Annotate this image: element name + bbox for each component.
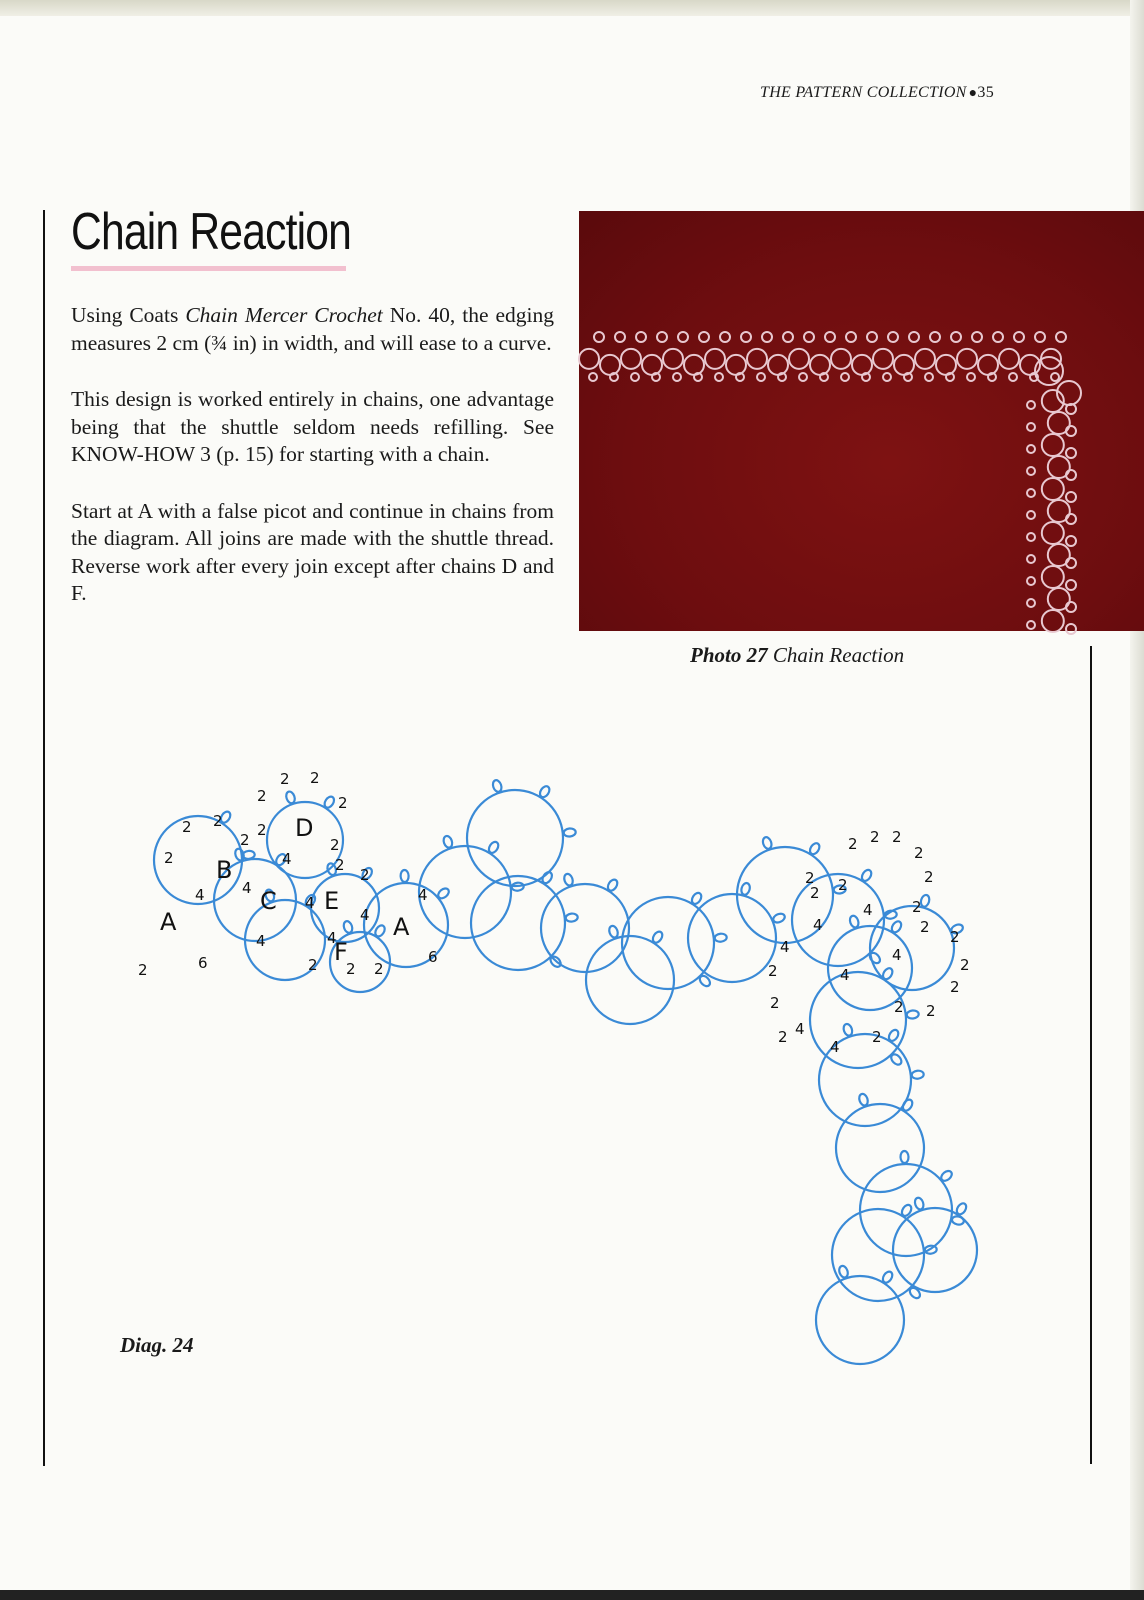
chain-label-c: C — [260, 887, 277, 915]
lace-loop — [762, 332, 772, 342]
lace-loop — [1027, 423, 1035, 431]
stitch-count: 2 — [912, 898, 922, 916]
title-underline — [71, 266, 346, 271]
lace-loop — [1042, 434, 1064, 456]
lace-loop — [783, 332, 793, 342]
chain-ring — [622, 897, 714, 989]
picot-loop — [889, 1052, 903, 1066]
lace-loop — [993, 332, 1003, 342]
stitch-count: 2 — [920, 918, 930, 936]
stitch-count: 2 — [960, 956, 970, 974]
scan-top-edge — [0, 0, 1144, 16]
lace-loop — [936, 355, 956, 375]
lace-loop — [636, 332, 646, 342]
lace-loop — [1066, 536, 1076, 546]
picot-loop — [487, 840, 500, 854]
lace-loop — [841, 373, 849, 381]
stitch-count: 2 — [770, 994, 780, 1012]
stitch-count: 2 — [280, 770, 290, 788]
chain-label-e: E — [324, 887, 340, 915]
picot-loop — [860, 868, 873, 882]
bullet-icon: ● — [968, 86, 978, 101]
lace-loop — [831, 349, 851, 369]
para1-lead: Using Coats — [71, 303, 186, 327]
picot-loop — [373, 924, 386, 938]
picot-loop — [285, 790, 296, 804]
stitch-count: 4 — [795, 1020, 805, 1038]
lace-loop — [741, 332, 751, 342]
picot-loop — [901, 1098, 914, 1112]
picot-loop — [842, 1023, 853, 1037]
lace-loop — [804, 332, 814, 342]
lace-loop — [1027, 621, 1035, 629]
picot-loop — [538, 784, 551, 798]
lace-loop — [1066, 492, 1076, 502]
stitch-count: 2 — [360, 866, 370, 884]
picot-loop — [911, 1070, 924, 1079]
stitch-count: 2 — [892, 828, 902, 846]
lace-loop — [978, 355, 998, 375]
photo-number: Photo 27 — [690, 643, 768, 667]
picot-loop — [400, 870, 408, 882]
lace-loop — [1042, 478, 1064, 500]
stitch-count: 4 — [327, 929, 337, 947]
lace-loop — [915, 349, 935, 369]
picot-loop — [491, 779, 502, 793]
lace-loop — [579, 349, 599, 369]
lace-loop — [1051, 373, 1059, 381]
lace-loop — [894, 355, 914, 375]
lace-loop — [799, 373, 807, 381]
lace-loop — [673, 373, 681, 381]
lace-loop — [951, 332, 961, 342]
chain-label-a-repeat: A — [393, 913, 410, 941]
chain-label-b: B — [216, 856, 233, 884]
lace-loop — [909, 332, 919, 342]
stitch-count: 2 — [164, 849, 174, 867]
chain-ring — [586, 936, 674, 1024]
stitch-count: 2 — [257, 787, 267, 805]
stitch-count: 2 — [950, 978, 960, 996]
picot-loop — [565, 913, 578, 922]
stitch-count: 6 — [198, 954, 208, 972]
lace-loop — [657, 332, 667, 342]
stitch-count: 2 — [308, 956, 318, 974]
picot-loop — [881, 966, 894, 980]
lace-loop — [1027, 511, 1035, 519]
lace-loop — [642, 355, 662, 375]
picot-loop — [772, 912, 786, 924]
stitch-count: 2 — [848, 835, 858, 853]
lace-loop — [1035, 357, 1063, 385]
instructions — [71, 302, 554, 637]
lace-loop — [1009, 373, 1017, 381]
lace-loop — [925, 373, 933, 381]
lace-loop — [631, 373, 639, 381]
paragraph-materials — [71, 302, 554, 357]
lace-edging-image — [579, 211, 1144, 631]
diagram-label: Diag. 24 — [120, 1333, 194, 1357]
para1-rest: No. 40, the edging measures 2 cm (¾ in) in width, and will ease to a curve. — [71, 303, 555, 355]
stitch-count: 4 — [863, 901, 873, 919]
picot-loop — [887, 1028, 900, 1042]
stitch-count: 4 — [242, 879, 252, 897]
lace-loop — [1027, 467, 1035, 475]
lace-loop — [1042, 610, 1064, 632]
stitch-count: 4 — [780, 938, 790, 956]
lace-loop — [621, 349, 641, 369]
lace-loop — [867, 332, 877, 342]
lace-loop — [1014, 332, 1024, 342]
picot-loop — [848, 915, 859, 929]
lace-loop — [1027, 489, 1035, 497]
lace-loop — [972, 332, 982, 342]
lace-loop — [1042, 566, 1064, 588]
stitch-count: 2 — [768, 962, 778, 980]
stitch-count: 4 — [195, 886, 205, 904]
lace-loop — [747, 349, 767, 369]
picot-loop — [955, 1202, 968, 1216]
picot-loop — [858, 1093, 869, 1107]
lace-loop — [594, 332, 604, 342]
chain-ring — [810, 972, 906, 1068]
stitch-count: 2 — [346, 960, 356, 978]
stitch-count: 2 — [805, 869, 815, 887]
stitch-count: 4 — [813, 916, 823, 934]
picot-loop — [690, 891, 703, 905]
right-margin-rule — [1090, 646, 1092, 1464]
picot-loop — [906, 1010, 919, 1019]
picot-loop — [761, 836, 772, 850]
stitch-count: 4 — [360, 906, 370, 924]
picot-loop — [890, 920, 903, 934]
lace-loop — [852, 355, 872, 375]
lace-loop — [589, 373, 597, 381]
lace-loop — [930, 332, 940, 342]
picot-loop — [323, 795, 336, 809]
stitch-count: 2 — [335, 856, 345, 874]
picot-loop — [808, 841, 821, 855]
lace-loop — [699, 332, 709, 342]
stitch-count: 2 — [950, 928, 960, 946]
lace-loop — [1027, 555, 1035, 563]
lace-loop — [1035, 332, 1045, 342]
lace-loop — [1027, 599, 1035, 607]
lace-loop — [1027, 445, 1035, 453]
lace-loop — [957, 349, 977, 369]
page-number: 35 — [977, 84, 995, 101]
stitch-count: 2 — [374, 960, 384, 978]
tatting-diagram — [120, 769, 1000, 1340]
running-head — [760, 84, 994, 102]
stitch-count: 2 — [894, 998, 904, 1016]
lace-loop — [768, 355, 788, 375]
photo-lace-edging — [579, 211, 1144, 631]
lace-loop — [1027, 577, 1035, 585]
picot-loop — [881, 1270, 894, 1284]
lace-loop — [757, 373, 765, 381]
stitch-count: 4 — [840, 966, 850, 984]
stitch-count: 2 — [778, 1028, 788, 1046]
stitch-count: 4 — [282, 850, 292, 868]
picot-loop — [234, 848, 245, 862]
chain-label-f: F — [334, 938, 348, 966]
stitch-count: 2 — [838, 876, 848, 894]
lace-loop — [1066, 580, 1076, 590]
photo-title: Chain Reaction — [767, 643, 905, 667]
picot-loop — [442, 835, 453, 849]
stitch-count: 2 — [338, 794, 348, 812]
lace-loop — [789, 349, 809, 369]
lace-loop — [705, 349, 725, 369]
lace-loop — [967, 373, 975, 381]
lace-loop — [678, 332, 688, 342]
picot-loop — [541, 870, 554, 884]
lace-loop — [888, 332, 898, 342]
lace-loop — [600, 355, 620, 375]
chain-ring — [816, 1276, 904, 1364]
stitch-count: 2 — [870, 828, 880, 846]
lace-loop — [873, 349, 893, 369]
picot-loop — [563, 873, 574, 887]
stitch-count: 2 — [926, 1002, 936, 1020]
lace-loop — [825, 332, 835, 342]
picot-loop — [838, 1265, 849, 1279]
stitch-count: 4 — [418, 886, 428, 904]
lace-loop — [720, 332, 730, 342]
chain-ring — [893, 1208, 977, 1292]
paragraph-method: Start at A with a false picot and continue in chains from the diagram. All joins are made with the shuttle thread. Reverse work after every join except after chains D and F. — [71, 498, 554, 605]
left-margin-rule — [43, 210, 45, 1466]
lace-loop — [883, 373, 891, 381]
lace-loop — [715, 373, 723, 381]
stitch-count: 2 — [257, 821, 267, 839]
stitch-count: 2 — [213, 812, 223, 830]
stitch-count: 4 — [892, 946, 902, 964]
paragraph-design: This design is worked entirely in chains, one advantage being that the shuttle seldom needs refilling. See KNOW-HOW 3 (p. 15) for starting with a chain. — [71, 387, 554, 466]
lace-loop — [726, 355, 746, 375]
lace-loop — [999, 349, 1019, 369]
lace-loop — [810, 355, 830, 375]
picot-loop — [740, 882, 751, 896]
picot-loop — [651, 930, 664, 944]
chain-label-d: D — [295, 814, 314, 842]
stitch-count: 2 — [872, 1028, 882, 1046]
lace-loop — [615, 332, 625, 342]
lace-loop — [684, 355, 704, 375]
lace-loop — [1042, 522, 1064, 544]
pattern-title: Chain Reaction — [71, 203, 352, 261]
lace-loop — [846, 332, 856, 342]
stitch-count: 2 — [182, 818, 192, 836]
lace-loop — [1066, 448, 1076, 458]
chain-label-a: A — [160, 908, 177, 936]
picot-loop — [913, 1197, 924, 1211]
lace-loop — [1066, 624, 1076, 634]
running-head-text: THE PATTERN COLLECTION — [760, 84, 967, 101]
stitch-count: 2 — [240, 831, 250, 849]
stitch-count: 2 — [310, 769, 320, 787]
lace-loop — [1027, 401, 1035, 409]
lace-loop — [663, 349, 683, 369]
stitch-count: 4 — [305, 894, 315, 912]
picot-loop — [608, 925, 619, 939]
stitch-count: 2 — [924, 868, 934, 886]
stitch-count: 2 — [914, 844, 924, 862]
picot-loop — [563, 828, 576, 837]
chain-ring — [836, 1104, 924, 1192]
stitch-count: 2 — [138, 961, 148, 979]
picot-loop — [606, 878, 619, 892]
stitch-count: 6 — [428, 948, 438, 966]
stitch-count: 2 — [810, 884, 820, 902]
picot-loop — [436, 886, 450, 900]
scan-bottom-edge — [0, 1590, 1144, 1600]
lace-loop — [1027, 533, 1035, 541]
lace-loop — [1056, 332, 1066, 342]
picot-loop — [342, 920, 353, 934]
picot-loop — [714, 933, 727, 942]
stitch-count: 4 — [256, 932, 266, 950]
thread-name: Chain Mercer Crochet — [185, 303, 383, 327]
stitch-count: 4 — [830, 1038, 840, 1056]
picot-loop — [939, 1169, 953, 1183]
picot-loop — [900, 1151, 908, 1163]
stitch-count: 2 — [330, 836, 340, 854]
photo-caption — [690, 643, 904, 668]
